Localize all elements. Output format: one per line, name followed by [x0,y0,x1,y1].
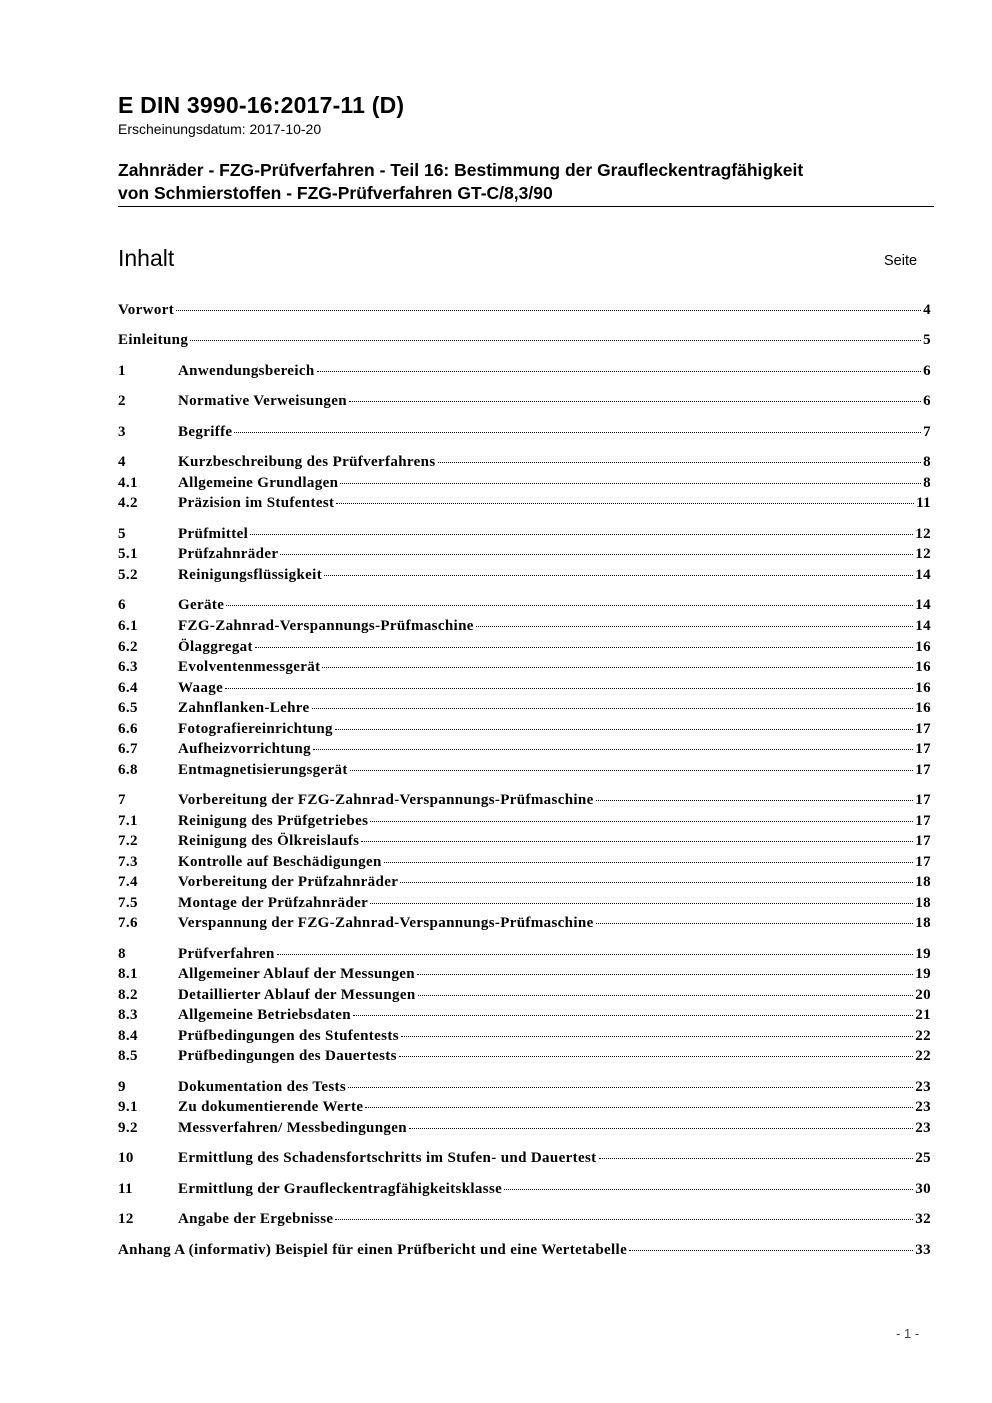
toc-entry[interactable] [118,987,931,1007]
toc-entry-title: Prüfmittel [178,526,249,542]
toc-dot-leader [348,1087,913,1088]
toc-entry-title: Montage der Prüfzahnräder [178,895,369,911]
toc-dot-leader [361,841,913,842]
toc-dot-leader [277,954,914,955]
toc-entry[interactable] [118,363,931,383]
toc-entry-page: 17 [915,721,931,737]
toc-entry[interactable] [118,1028,931,1048]
toc-dot-leader [317,371,922,372]
toc-entry-number: 6.8 [118,762,138,778]
toc-entry-number: 6.6 [118,721,138,737]
toc-dot-leader [353,1015,913,1016]
toc-entry-page: 23 [915,1079,931,1095]
toc-entry[interactable] [118,1048,931,1068]
toc-entry[interactable] [118,597,931,617]
toc-entry[interactable] [118,526,931,546]
toc-entry-page: 4 [923,302,931,318]
toc-entry-number: 5 [118,526,126,542]
toc-entry-title: Reinigungsflüssigkeit [178,567,323,583]
toc-entry-number: 8 [118,946,126,962]
toc-entry-title: Einleitung [118,332,189,348]
toc-entry-page: 14 [915,567,931,583]
toc-entry-page: 6 [923,363,931,379]
toc-entry-page: 19 [915,946,931,962]
toc-entry-number: 8.3 [118,1007,138,1023]
toc-entry[interactable] [118,475,931,495]
toc-entry-number: 7.4 [118,874,138,890]
toc-entry-number: 9.1 [118,1099,138,1115]
toc-heading: Inhalt [118,245,175,271]
toc-entry-title: Allgemeiner Ablauf der Messungen [178,966,415,982]
toc-dot-leader [190,340,921,341]
toc-entry-page: 22 [915,1048,931,1064]
toc-entry-number: 1 [118,363,126,379]
toc-entry[interactable] [118,966,931,986]
toc-entry-number: 12 [118,1211,134,1227]
toc-entry-title: Verspannung der FZG-Zahnrad-Verspannungs-Prüfmaschine [178,915,594,931]
toc-dot-leader [225,688,913,689]
toc-entry-page: 12 [915,526,931,542]
toc-entry[interactable] [118,1211,931,1231]
toc-entry-page: 17 [915,833,931,849]
toc-entry[interactable] [118,813,931,833]
toc-entry-title: Ermittlung der Graufleckentragfähigkeitsklasse [178,1181,503,1197]
toc-entry-page: 6 [923,393,931,409]
toc-entry[interactable] [118,1150,931,1170]
toc-entry-title: Zu dokumentierende Werte [178,1099,364,1115]
toc-entry-number: 5.1 [118,546,138,562]
toc-entry-page: 32 [915,1211,931,1227]
toc-entry-page: 16 [915,700,931,716]
toc-page-column-label: Seite [884,253,918,269]
toc-entry[interactable] [118,454,931,474]
toc-entry-number: 8.1 [118,966,138,982]
toc-entry-title: Allgemeine Betriebsdaten [178,1007,351,1023]
toc-entry-title: Anhang A (informativ) Beispiel für einen Prüfbericht und eine Wertetabelle [118,1242,628,1258]
toc-entry-title: Fotografiereinrichtung [178,721,333,737]
toc-entry-page: 23 [915,1099,931,1115]
toc-entry-page: 16 [915,659,931,675]
toc-entry-title: Normative Verweisungen [178,393,347,409]
toc-entry-title: Waage [178,680,224,696]
toc-entry[interactable] [118,721,931,741]
toc-dot-leader [409,1128,913,1129]
toc-entry-title: Dokumentation des Tests [178,1079,347,1095]
toc-dot-leader [418,995,914,996]
toc-entry[interactable] [118,639,931,659]
toc-entry-page: 25 [915,1150,931,1166]
toc-dot-leader [312,708,914,709]
toc-dot-leader [384,862,914,863]
toc-entry[interactable] [118,546,931,566]
toc-entry-page: 14 [915,618,931,634]
toc-entry-page: 12 [915,546,931,562]
toc-dot-leader [596,923,914,924]
toc-entry-page: 22 [915,1028,931,1044]
toc-entry[interactable] [118,874,931,894]
toc-entry-page: 5 [923,332,931,348]
document-title-line-2: von Schmierstoffen - FZG-Prüfverfahren GT-C/8,3/90 [118,183,553,203]
toc-entry-title: Vorbereitung der Prüfzahnräder [178,874,399,890]
toc-entry-title: Begriffe [178,424,233,440]
toc-entry-title: Reinigung des Ölkreislaufs [178,833,360,849]
toc-dot-leader [504,1189,913,1190]
toc-entry-number: 3 [118,424,126,440]
toc-entry-number: 8.2 [118,987,138,1003]
toc-entry-number: 9.2 [118,1120,138,1136]
toc-dot-leader [370,903,913,904]
toc-entry-title: Kontrolle auf Beschädigungen [178,854,382,870]
toc-dot-leader [365,1107,913,1108]
toc-entry-title: Prüfbedingungen des Stufentests [178,1028,399,1044]
toc-entry[interactable] [118,1120,931,1140]
toc-entry-page: 18 [915,915,931,931]
toc-entry-number: 6.7 [118,741,138,757]
toc-entry[interactable] [118,792,931,812]
toc-entry-title: Kurzbeschreibung des Prüfverfahrens [178,454,436,470]
toc-entry-title: Entmagnetisierungsgerät [178,762,348,778]
title-divider [118,206,934,207]
toc-dot-leader [596,800,914,801]
toc-entry[interactable] [118,854,931,874]
toc-dot-leader [401,1036,913,1037]
toc-entry-title: Angabe der Ergebnisse [178,1211,334,1227]
toc-dot-leader [399,1056,913,1057]
toc-dot-leader [476,626,914,627]
toc-entry[interactable] [118,946,931,966]
toc-entry-page: 16 [915,680,931,696]
toc-dot-leader [234,432,921,433]
toc-entry-number: 5.2 [118,567,138,583]
toc-dot-leader [335,1219,913,1220]
toc-dot-leader [280,554,913,555]
toc-entry-number: 6.1 [118,618,138,634]
toc-entry-number: 7.3 [118,854,138,870]
toc-dot-leader [370,821,913,822]
toc-entry[interactable] [118,1007,931,1027]
toc-entry-title: Detaillierter Ablauf der Messungen [178,987,416,1003]
toc-entry[interactable] [118,567,931,587]
toc-entry-title: Zahnflanken-Lehre [178,700,310,716]
toc-dot-leader [176,310,921,311]
toc-entry[interactable] [118,915,931,935]
toc-dot-leader [336,503,914,504]
page-number: - 1 - [896,1326,920,1341]
toc-entry-number: 6 [118,597,126,613]
toc-entry-page: 23 [915,1120,931,1136]
toc-entry-page: 16 [915,639,931,655]
toc-entry-number: 2 [118,393,126,409]
toc-entry-number: 11 [118,1181,133,1197]
toc-entry[interactable] [118,495,931,515]
toc-entry[interactable] [118,332,931,352]
toc-entry-page: 20 [915,987,931,1003]
toc-entry[interactable] [118,680,931,700]
toc-entry-title: Prüfverfahren [178,946,275,962]
toc-entry-number: 4 [118,454,126,470]
document-title-line-1: Zahnräder - FZG-Prüfverfahren - Teil 16: Bestimmung der Graufleckentragfähigkeit [118,160,804,180]
toc-dot-leader [226,605,913,606]
toc-entry-page: 14 [915,597,931,613]
issue-date: Erscheinungsdatum: 2017-10-20 [118,121,322,137]
toc-entry-title: FZG-Zahnrad-Verspannungs-Prüfmaschine [178,618,474,634]
toc-entry-number: 7 [118,792,126,808]
toc-entry-number: 8.4 [118,1028,138,1044]
toc-entry-number: 6.4 [118,680,138,696]
toc-entry-page: 17 [915,762,931,778]
toc-entry-title: Prüfzahnräder [178,546,279,562]
toc-dot-leader [438,462,922,463]
toc-dot-leader [400,882,913,883]
toc-entry-title: Evolventenmessgerät [178,659,321,675]
toc-dot-leader [335,729,913,730]
toc-entry-title: Aufheizvorrichtung [178,741,311,757]
toc-entry-number: 8.5 [118,1048,138,1064]
toc-entry[interactable] [118,1099,931,1119]
toc-dot-leader [250,534,913,535]
toc-dot-leader [255,647,913,648]
document-title [118,159,934,205]
document-id: E DIN 3990-16:2017-11 (D) [118,92,405,118]
toc-entry[interactable] [118,833,931,853]
toc-dot-leader [349,401,921,402]
toc-entry-page: 18 [915,874,931,890]
toc-dot-leader [322,667,913,668]
toc-entry-number: 7.5 [118,895,138,911]
toc-entry-page: 19 [915,966,931,982]
toc-entry-number: 4.1 [118,475,138,491]
toc-entry[interactable] [118,762,931,782]
toc-entry-page: 17 [915,854,931,870]
toc-entry-title: Geräte [178,597,225,613]
toc-entry[interactable] [118,741,931,761]
toc-entry-page: 33 [915,1242,931,1258]
toc-dot-leader [340,483,921,484]
toc-entry-title: Prüfbedingungen des Dauertests [178,1048,397,1064]
toc-entry-page: 18 [915,895,931,911]
toc-entry-number: 9 [118,1079,126,1095]
toc-entry[interactable] [118,302,931,322]
toc-entry-title: Allgemeine Grundlagen [178,475,339,491]
toc-entry-title: Reinigung des Prüfgetriebes [178,813,369,829]
toc-entry[interactable] [118,618,931,638]
toc-entry-page: 30 [915,1181,931,1197]
toc-entry-page: 11 [916,495,931,511]
toc-entry[interactable] [118,1079,931,1099]
toc-entry-page: 21 [915,1007,931,1023]
toc-dot-leader [629,1250,913,1251]
toc-entry-title: Anwendungsbereich [178,363,315,379]
toc-entry-title: Vorwort [118,302,175,318]
toc-entry-number: 6.3 [118,659,138,675]
toc-dot-leader [324,575,913,576]
toc-entry[interactable] [118,393,931,413]
toc-entry-page: 7 [923,424,931,440]
toc-entry-title: Vorbereitung der FZG-Zahnrad-Verspannungs-Prüfmaschine [178,792,594,808]
toc-dot-leader [417,974,913,975]
toc-entry-number: 6.5 [118,700,138,716]
toc-entry-number: 10 [118,1150,134,1166]
toc-entry-title: Präzision im Stufentest [178,495,335,511]
toc-dot-leader [313,749,913,750]
toc-entry-page: 17 [915,813,931,829]
toc-entry[interactable] [118,1181,931,1201]
toc-entry[interactable] [118,424,931,444]
toc-entry-page: 17 [915,741,931,757]
toc-entry[interactable] [118,1242,931,1262]
toc-entry[interactable] [118,700,931,720]
toc-entry-number: 6.2 [118,639,138,655]
toc-entry-title: Messverfahren/ Messbedingungen [178,1120,407,1136]
toc-entry[interactable] [118,659,931,679]
toc-entry-number: 4.2 [118,495,138,511]
toc-entry-title: Ölaggregat [178,639,253,655]
toc-entry-title: Ermittlung des Schadensfortschritts im Stufen- und Dauertest [178,1150,597,1166]
toc-entry-number: 7.2 [118,833,138,849]
toc-entry-page: 17 [915,792,931,808]
toc-entry-number: 7.6 [118,915,138,931]
toc-entry-number: 7.1 [118,813,138,829]
toc-entry[interactable] [118,895,931,915]
toc-entry-page: 8 [923,475,931,491]
toc-entry-page: 8 [923,454,931,470]
toc-dot-leader [599,1158,914,1159]
toc-dot-leader [350,770,914,771]
